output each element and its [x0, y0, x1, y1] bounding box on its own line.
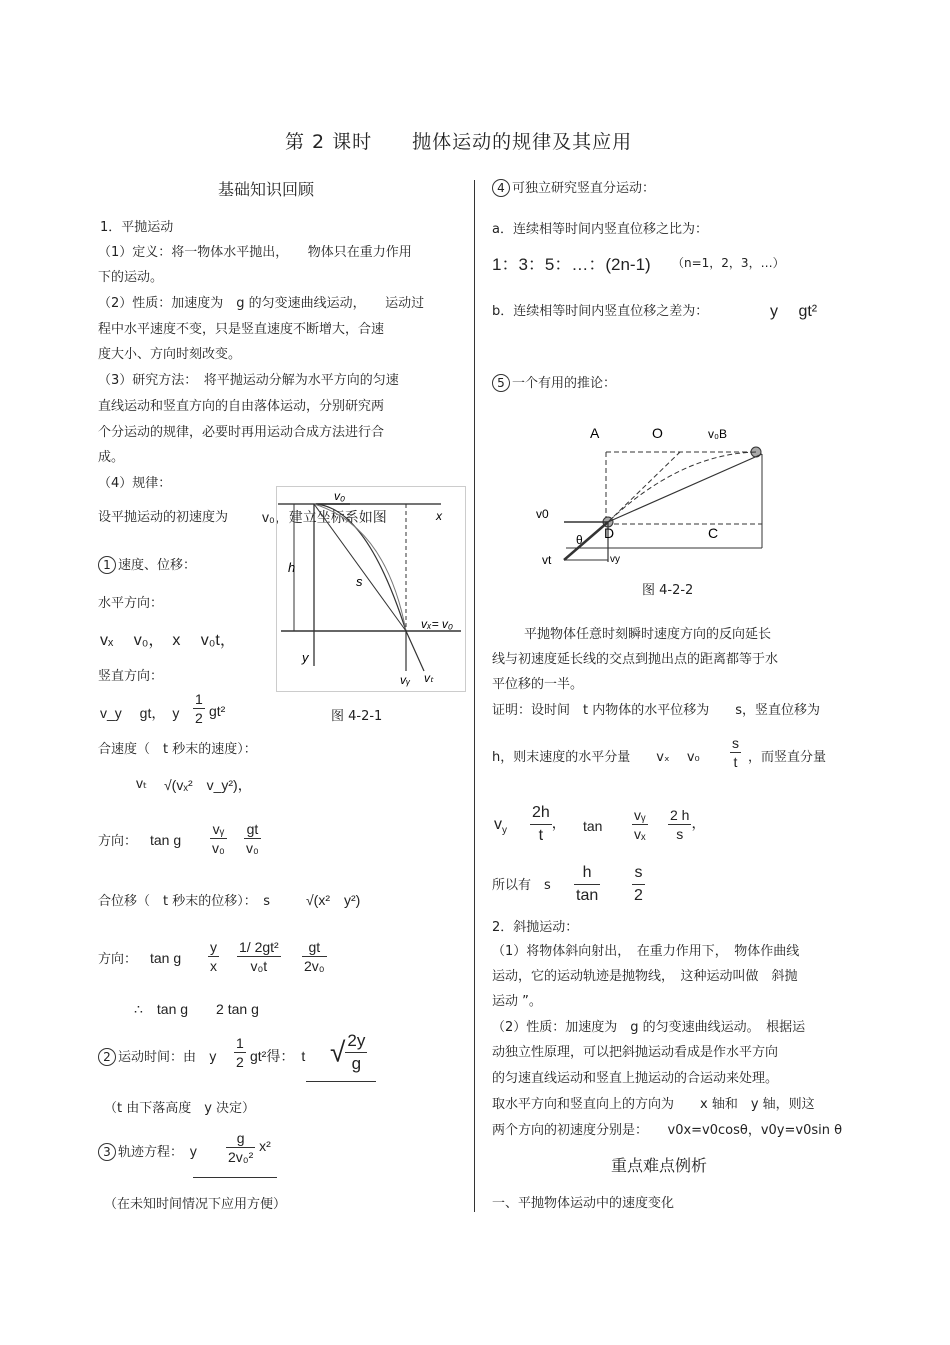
- method-line-4: 成。: [98, 450, 125, 465]
- fraction-h-tan: $\frac{h}{\tan}$: [576, 864, 599, 904]
- v0-label: v₀: [334, 489, 346, 503]
- tangent-dashed: [608, 452, 680, 522]
- vt-label: vₜ: [424, 671, 434, 685]
- circle-number-2: 2: [98, 1048, 116, 1066]
- definition-line: （1）定义：将一物体水平抛出， 物体只在重力作用: [98, 245, 412, 260]
- sqrt-2y-g: √ $\frac{2y}{g}$: [330, 1031, 366, 1073]
- circle-number-4: 4: [492, 179, 510, 197]
- fraction-2h-t: $\frac{2h}{t}$: [532, 804, 550, 844]
- inference-line-3: 平位移的一半。: [492, 677, 584, 692]
- fraction-2h-s: $\frac{2 h}{s}$: [670, 807, 690, 842]
- vertical-equation: v_y gt， y: [100, 705, 180, 721]
- so-that-line: 所以有 s: [492, 878, 551, 893]
- subsection-time: 2 运动时间：由 y: [98, 1046, 217, 1066]
- tan-alpha: tan g: [150, 950, 182, 966]
- subsection-velocity-displacement: 1 速度、位移：: [98, 554, 196, 574]
- vt-label: vt: [542, 553, 552, 567]
- trajectory-note: （在未知时间情况下应用方便）: [104, 1197, 287, 1212]
- definition-line-2: 下的运动。: [98, 270, 164, 285]
- key-point-1: 一、平抛物体运动中的速度变化: [492, 1196, 675, 1211]
- method-line-2: 直线运动和竖直方向的自由落体运动，分别研究两: [98, 399, 385, 414]
- item-a: a．连续相等时间内竖直位移之比为：: [492, 222, 708, 237]
- method-line-3: 个分运动的规律，必要时再用运动合成方法进行合: [98, 425, 385, 440]
- oblique-prop-3: 的匀速直线运动和竖直上抛运动的合运动来处理。: [492, 1071, 779, 1086]
- vt-vector: [564, 522, 608, 560]
- oblique-prop-5: 两个方向的初速度分别是： v0x=v0cosθ，v0y=v0sin θ: [492, 1123, 843, 1138]
- time-equation: gt²得： t: [250, 1048, 306, 1064]
- fraction-half-2: $\frac{1}{2}$: [236, 1035, 244, 1070]
- direction-label-1: 方向：: [98, 834, 138, 849]
- circle-number-3: 3: [98, 1143, 116, 1161]
- oblique-prop-1: （2）性质：加速度为 g 的匀变速曲线运动。 根据运: [492, 1020, 806, 1035]
- section-heading-key-points: 重点难点例析: [611, 1156, 708, 1175]
- point-o-label: O: [652, 425, 663, 441]
- fraction-gt-v0: $\frac{gt}{\text{v₀}}$: [246, 821, 259, 856]
- ratio-note: （n=1，2，3，…）: [672, 256, 785, 270]
- fraction-y-x: $\frac{y}{x}$: [210, 939, 217, 974]
- vt-equation: √(vₓ² v_y²)，: [164, 777, 252, 793]
- figure-caption-left: 图 4-2-1: [331, 709, 383, 724]
- vy-symbol: $v_y$: [494, 816, 507, 837]
- rule-heading: （4）规律：: [98, 476, 172, 491]
- fraction-gt-2v0: $\frac{gt}{\text{2v₀}}$: [304, 939, 325, 974]
- direction-label-2: 方向：: [98, 952, 138, 967]
- vertical-equation-2: gt²: [209, 703, 226, 719]
- theta-label: θ: [576, 533, 583, 547]
- vx-label: vₓ= v₀: [421, 617, 453, 631]
- y-axis-label: y: [302, 650, 309, 665]
- horizontal-equation: vₓ v₀， x v₀t，: [100, 632, 236, 649]
- x-axis-label: x: [436, 509, 442, 523]
- circle-number-1: 1: [98, 556, 116, 574]
- resultant-displacement-label: 合位移（ t 秒末的位移）： s: [98, 894, 271, 909]
- item-2-oblique: 2．斜抛运动：: [492, 920, 579, 935]
- proof-line-2b: ，而竖直分量: [748, 750, 827, 765]
- item-b: b．连续相等时间内竖直位移之差为：: [492, 304, 709, 319]
- figure-4-2-1: [276, 486, 466, 692]
- oblique-line-1: （1）将物体斜向射出， 在重力作用下， 物体作曲线: [492, 944, 800, 959]
- underline-trajectory: [193, 1177, 277, 1178]
- setup-text-2: v₀，建立坐标系如图: [262, 509, 387, 525]
- fraction-half-gt2-v0t: $\frac{\text{1/ 2gt²}}{\text{v₀t}}$: [239, 939, 279, 974]
- point-c-label: C: [708, 525, 719, 541]
- inference-line-1: 平抛物体任意时刻瞬时速度方向的反向延长: [524, 627, 772, 642]
- oblique-prop-2: 动独立性原理，可以把斜抛运动看成是作水平方向: [492, 1045, 779, 1060]
- figure-caption-right: 图 4-2-2: [642, 583, 694, 598]
- tan-beta: tan g: [150, 832, 182, 848]
- fraction-half: $\frac{1}{2}$: [195, 691, 203, 726]
- page-title: 第 2 课时 抛体运动的规律及其应用: [285, 131, 633, 153]
- vy-label: vy: [610, 554, 620, 565]
- subsection-5: 5 一个有用的推论：: [492, 372, 616, 392]
- section-heading-basics: 基础知识回顾: [218, 180, 315, 199]
- therefore-line: ∴ tan g 2 tan g: [134, 1001, 259, 1017]
- displacement-line: [608, 454, 762, 522]
- vt-arrow: [406, 631, 424, 671]
- figure-4-2-2: [530, 420, 780, 570]
- displacement-equation: √(x² y²): [306, 892, 361, 908]
- underline-time: [306, 1081, 376, 1082]
- vy-label: vᵧ: [400, 673, 411, 687]
- property-line-3: 度大小、方向时刻改变。: [98, 347, 242, 362]
- fraction-g-2v0sq: $\frac{g}{\text{2v₀²}}$: [228, 1130, 254, 1165]
- horizontal-label: 水平方向：: [98, 596, 164, 611]
- s-label: s: [356, 574, 363, 589]
- ratio-sequence: 1：3：5：…：(2n-1): [492, 255, 651, 274]
- item-1: 1．平抛运动: [100, 220, 174, 235]
- point-a-label: A: [590, 425, 600, 441]
- fraction-vy-v0: $\frac{\text{vᵧ}}{\text{v₀}}$: [212, 821, 225, 856]
- h-label: h: [288, 560, 296, 575]
- resultant-velocity-label: 合速度（ t 秒末的速度）：: [98, 742, 257, 757]
- proof-line-2: h，则末速度的水平分量 vₓ v₀: [492, 750, 700, 765]
- oblique-line-3: 运动 ”。: [492, 994, 542, 1009]
- circle-number-5: 5: [492, 374, 510, 392]
- point-d-label: D: [604, 525, 615, 541]
- method-line-1: （3）研究方法： 将平抛运动分解为水平方向的匀速: [98, 373, 399, 388]
- property-line-1: （2）性质：加速度为 g 的匀变速曲线运动， 运动过: [98, 296, 425, 311]
- column-divider: [474, 180, 475, 1212]
- setup-text: 设平抛运动的初速度为: [98, 510, 229, 525]
- property-line-2: 程中水平速度不变，只是竖直速度不断增大，合速: [98, 322, 385, 337]
- tan-label: tan: [583, 818, 603, 834]
- proof-line-1: 证明：设时间 t 内物体的水平位移为 s，竖直位移为: [492, 703, 821, 718]
- oblique-prop-4: 取水平方向和竖直向上的方向为 x 轴和 y 轴，则这: [492, 1097, 815, 1112]
- vertical-label: 竖直方向：: [98, 669, 164, 684]
- displacement-line: [314, 504, 406, 631]
- oblique-line-2: 运动，它的运动轨迹是抛物线， 这种运动叫做 斜抛: [492, 969, 798, 984]
- subsection-trajectory: 3 轨迹方程： y: [98, 1141, 197, 1161]
- delta-y-equation: y gt²: [770, 303, 818, 320]
- v0-label: v0: [536, 507, 549, 521]
- time-note: （t 由下落高度 y 决定）: [104, 1101, 256, 1116]
- subsection-4: 4 可独立研究竖直分运动：: [492, 177, 655, 197]
- inference-line-2: 线与初速度延长线的交点到抛出点的距离都等于水: [492, 652, 779, 667]
- fraction-vy-vx: $\frac{\text{vᵧ}}{\text{vₓ}}$: [634, 807, 646, 842]
- fraction-s-2: $\frac{s}{2}$: [634, 864, 643, 904]
- trajectory-dashed: [608, 452, 756, 522]
- vt-symbol: vₜ: [136, 775, 148, 791]
- fraction-s-t: $\frac{s}{t}$: [732, 735, 739, 770]
- point-v0b-label: v₀B: [708, 427, 727, 441]
